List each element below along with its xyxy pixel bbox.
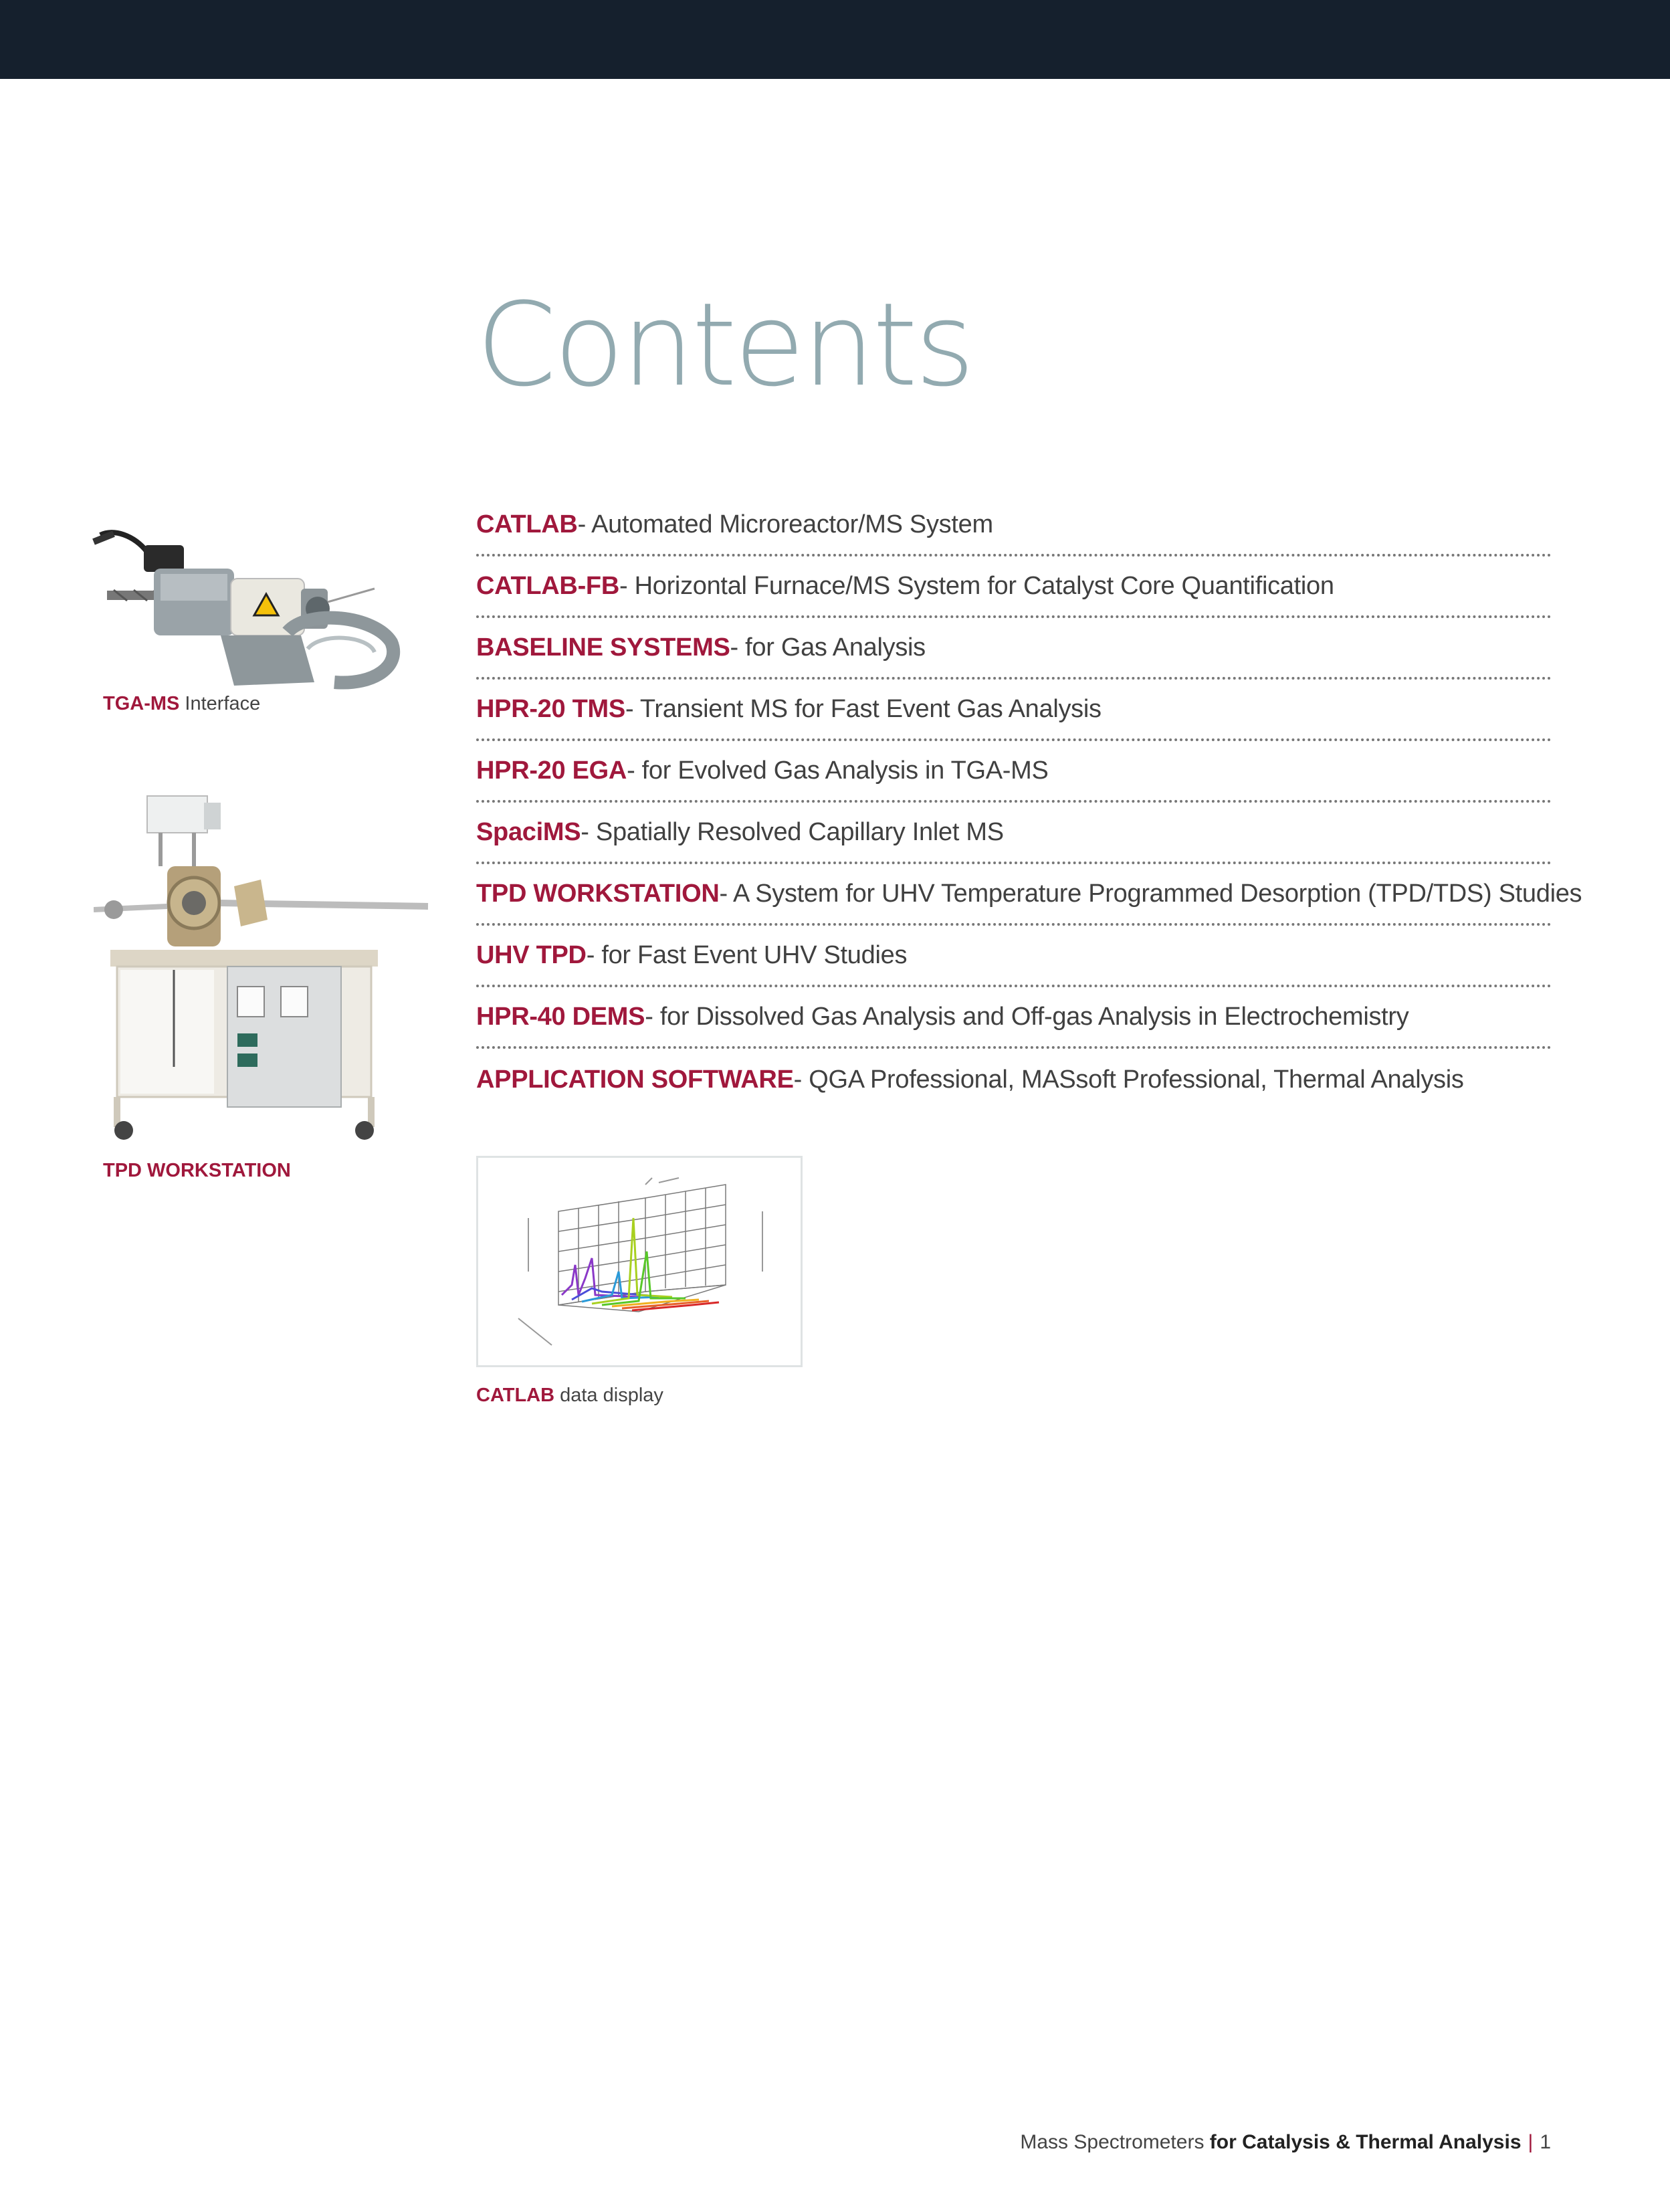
toc-item-name: BASELINE SYSTEMS <box>476 633 730 662</box>
footer-prefix: Mass Spectrometers <box>1020 2131 1210 2153</box>
table-of-contents <box>476 495 1582 1110</box>
page-footer <box>1020 2131 1551 2154</box>
toc-item-desc: - for Evolved Gas Analysis in TGA-MS <box>627 756 1049 785</box>
toc-item-desc: - QGA Professional, MASsoft Professional, Thermal Analysis <box>793 1065 1464 1094</box>
footer-separator: | <box>1528 2131 1534 2153</box>
toc-item-name: CATLAB <box>476 510 578 538</box>
toc-item-name: APPLICATION SOFTWARE <box>476 1065 794 1094</box>
catlab-data-display-caption <box>476 1385 663 1407</box>
page-number: 1 <box>1540 2131 1551 2153</box>
toc-item-tpd-workstation <box>476 864 1582 926</box>
toc-item-catlab-fb <box>476 557 1552 618</box>
toc-item-catlab <box>476 495 1552 557</box>
tga-ms-caption <box>103 693 260 715</box>
toc-item-hpr-40-dems <box>476 987 1552 1049</box>
toc-item-name: HPR-40 DEMS <box>476 1002 645 1031</box>
toc-item-name: TPD WORKSTATION <box>476 879 720 908</box>
catlab-caption-bold: CATLAB <box>476 1385 555 1406</box>
tga-ms-interface-photo <box>87 515 435 702</box>
toc-item-uhv-tpd <box>476 926 1552 987</box>
toc-item-hpr-20-tms <box>476 680 1552 741</box>
toc-item-name: HPR-20 EGA <box>476 756 627 785</box>
toc-item-name: CATLAB-FB <box>476 571 619 600</box>
top-header-bar <box>0 0 1670 79</box>
toc-item-hpr-20-ega <box>476 741 1552 803</box>
catlab-data-display-chart <box>478 1158 801 1365</box>
toc-item-desc: - for Fast Event UHV Studies <box>586 940 908 969</box>
toc-item-name: HPR-20 TMS <box>476 694 625 723</box>
toc-item-desc: - A System for UHV Temperature Programmed Desorption (TPD/TDS) Studies <box>719 879 1582 908</box>
toc-item-desc: - Spatially Resolved Capillary Inlet MS <box>581 817 1004 846</box>
toc-item-name: SpaciMS <box>476 817 581 846</box>
toc-item-name: UHV TPD <box>476 940 587 969</box>
catlab-caption-rest: data display <box>554 1385 663 1406</box>
catlab-data-display-frame <box>476 1156 803 1367</box>
toc-item-application-software <box>476 1049 1552 1110</box>
page-title: Contents <box>476 278 972 412</box>
toc-item-desc: - for Dissolved Gas Analysis and Off-gas Analysis in Electrochemistry <box>645 1002 1409 1031</box>
toc-item-desc: - for Gas Analysis <box>730 633 926 662</box>
toc-item-desc: - Automated Microreactor/MS System <box>577 510 993 538</box>
toc-item-desc: - Transient MS for Fast Event Gas Analysis <box>625 694 1102 723</box>
toc-item-spacims <box>476 803 1552 864</box>
tga-ms-caption-bold: TGA-MS <box>103 693 180 714</box>
tpd-workstation-caption-bold: TPD WORKSTATION <box>103 1160 291 1181</box>
toc-item-baseline-systems <box>476 618 1552 680</box>
tpd-workstation-caption <box>103 1160 291 1182</box>
tpd-workstation-photo <box>94 786 441 1147</box>
footer-bold: for Catalysis & Thermal Analysis <box>1209 2131 1522 2153</box>
tga-ms-caption-rest: Interface <box>179 693 261 714</box>
toc-item-desc: - Horizontal Furnace/MS System for Catalyst Core Quantification <box>619 571 1334 600</box>
